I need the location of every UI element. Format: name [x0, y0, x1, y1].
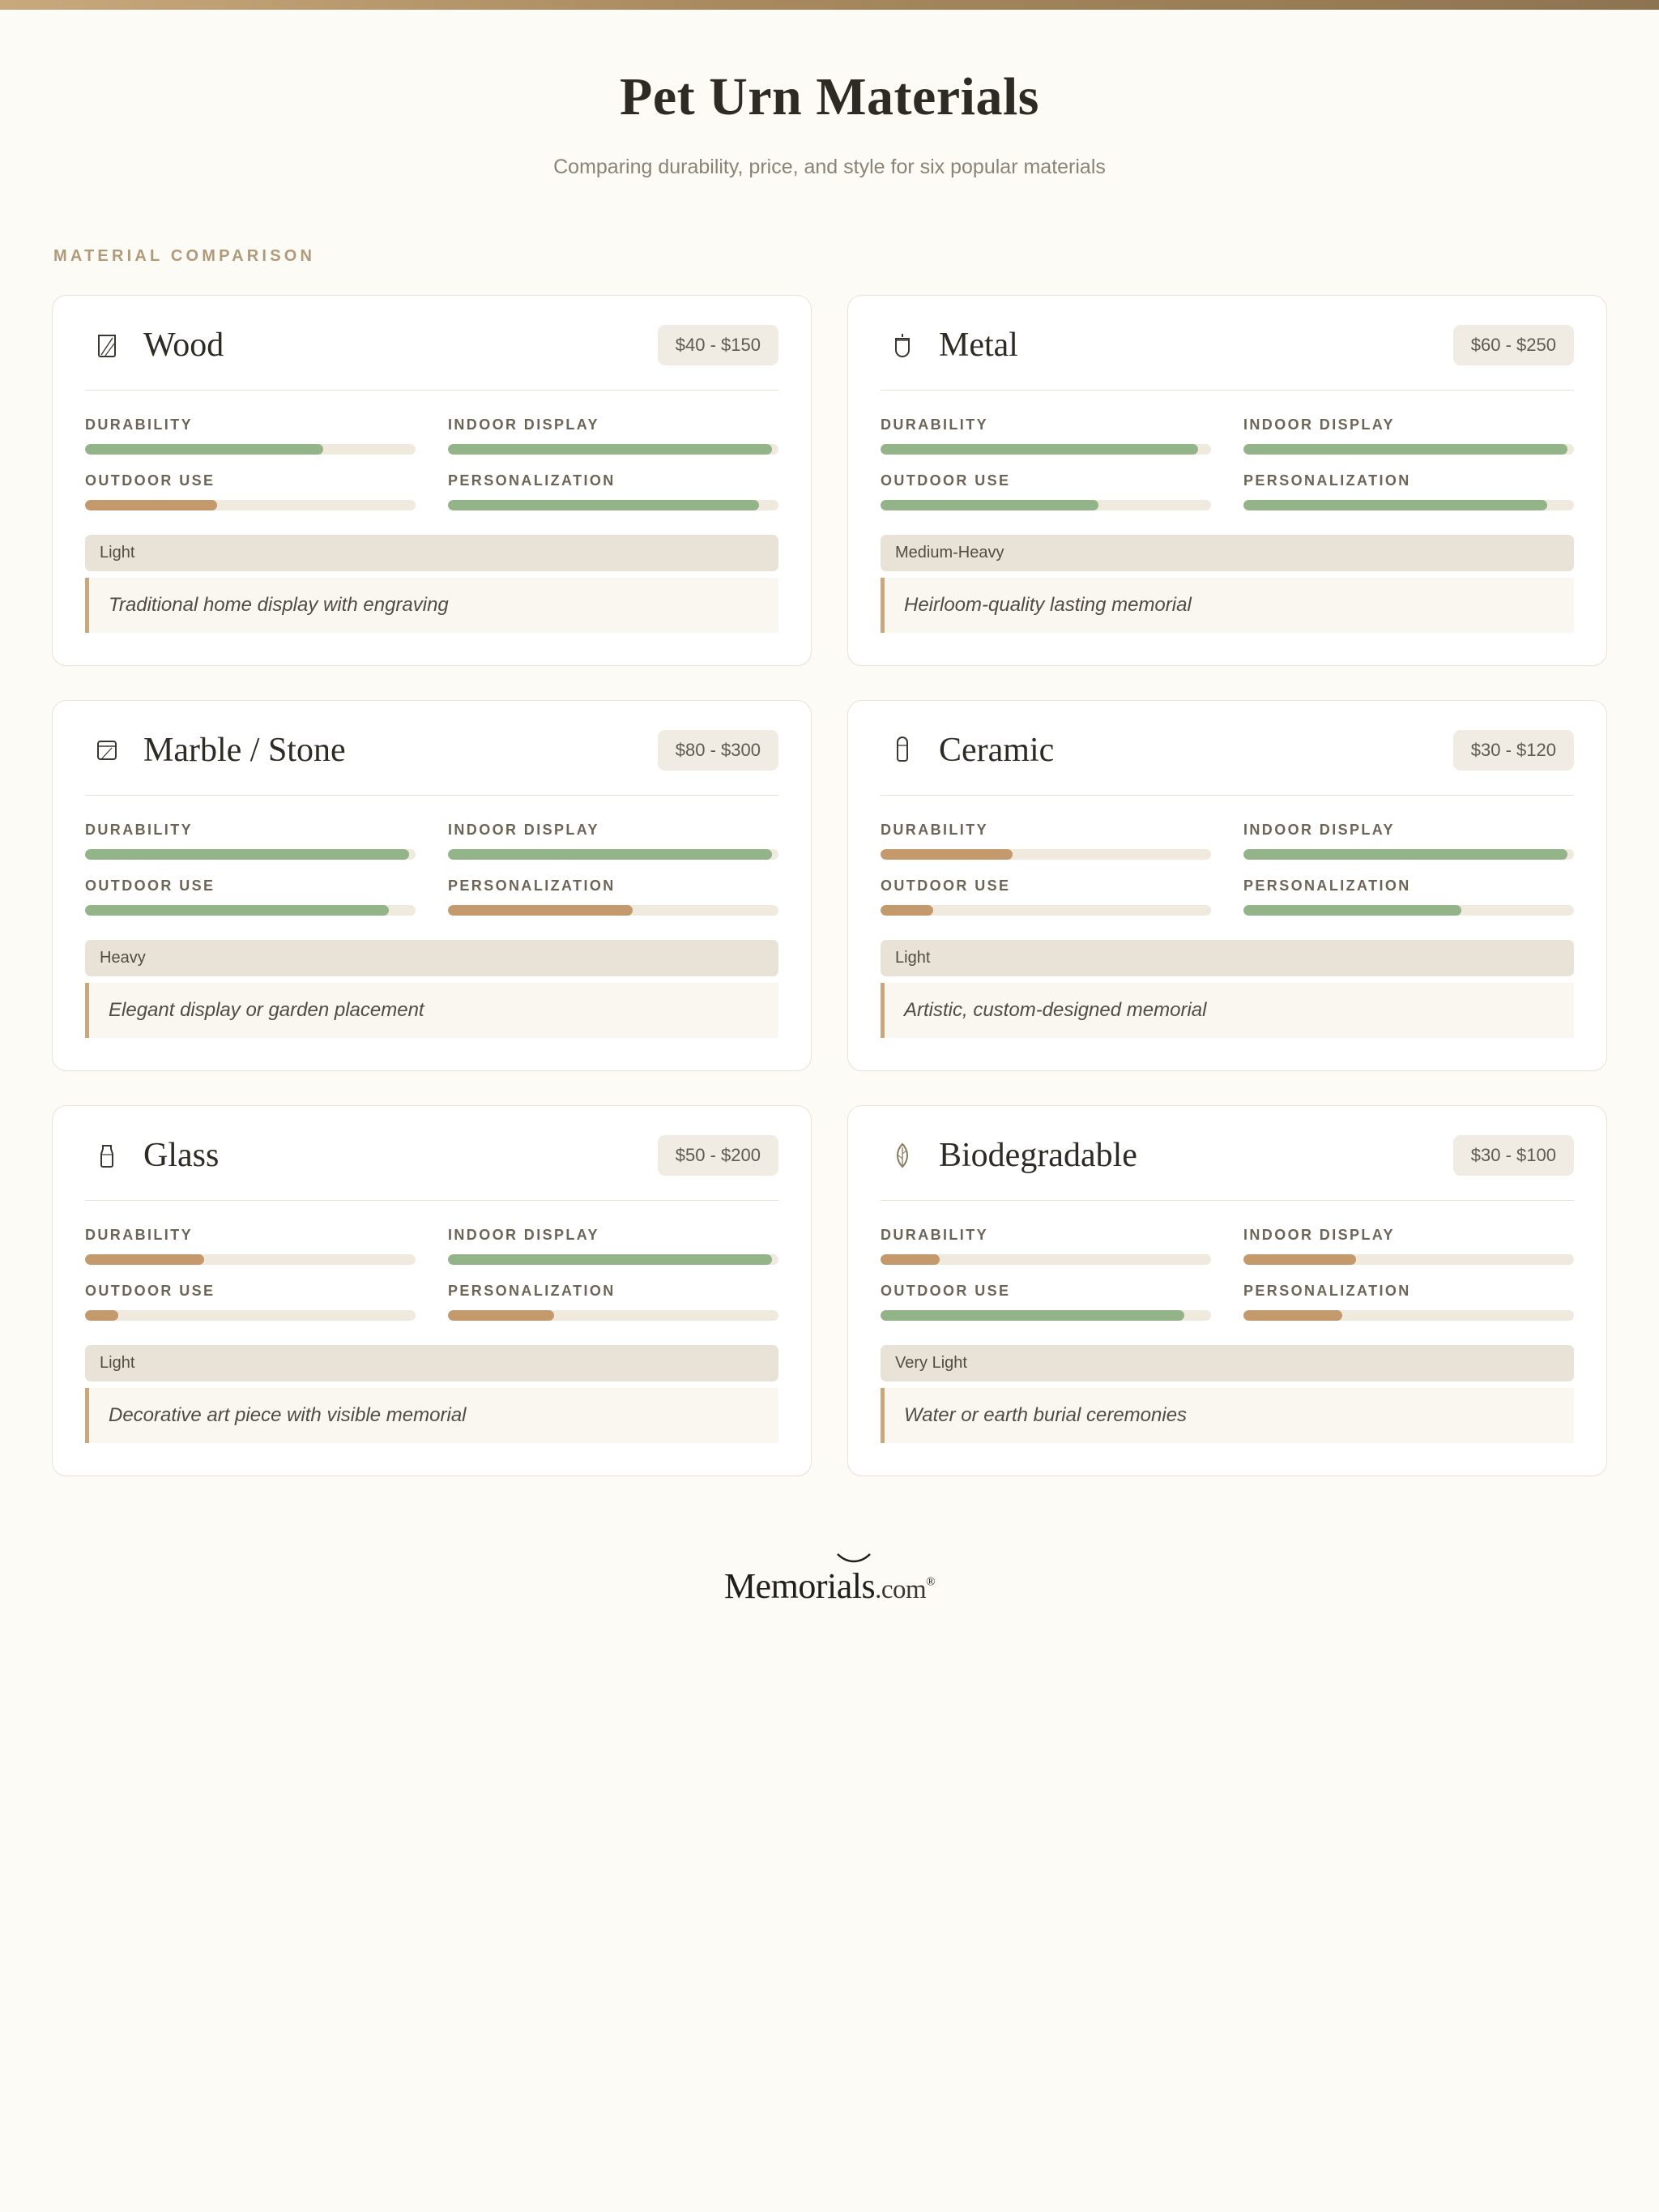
- metric-bar-fill-personalization: [448, 500, 759, 510]
- metric-bar-fill-personalization: [448, 1310, 554, 1321]
- top-accent-bar: [0, 0, 1659, 10]
- metric-bar-track-outdoor: [85, 500, 416, 510]
- metric-bar-track-indoor: [1243, 444, 1574, 455]
- metric-bar-track-indoor: [448, 444, 778, 455]
- card-header: [85, 323, 778, 391]
- metric-label-indoor: INDOOR DISPLAY: [448, 416, 599, 433]
- metrics-grid: [881, 1227, 1574, 1321]
- swoosh-icon: [836, 1552, 872, 1567]
- metric-bar-track-personalization: [1243, 1310, 1574, 1321]
- material-card[interactable]: [847, 295, 1607, 666]
- metric-durability: [881, 1227, 1211, 1265]
- metric-durability: [881, 822, 1211, 860]
- metrics-grid: [85, 416, 778, 510]
- metric-label-durability: DURABILITY: [881, 1227, 988, 1243]
- metric-outdoor: [881, 1283, 1211, 1321]
- weight-badge: Very Light: [881, 1345, 1574, 1381]
- stone-urn-icon: [85, 728, 129, 772]
- metric-bar-track-personalization: [448, 905, 778, 916]
- metric-label-outdoor: OUTDOOR USE: [85, 1283, 215, 1299]
- metric-label-personalization: PERSONALIZATION: [448, 1283, 616, 1299]
- material-name: Ceramic: [939, 732, 1055, 769]
- metric-label-durability: DURABILITY: [85, 416, 193, 433]
- metric-bar-track-durability: [85, 1254, 416, 1265]
- metric-bar-track-indoor: [448, 1254, 778, 1265]
- metric-indoor: [1243, 1227, 1574, 1265]
- leaf-urn-icon: [881, 1134, 924, 1177]
- page-subtitle: Comparing durability, price, and style for six popular materials: [553, 156, 1106, 178]
- metric-outdoor: [85, 878, 416, 916]
- metrics-grid: [85, 822, 778, 916]
- metric-bar-track-outdoor: [881, 1310, 1211, 1321]
- metric-bar-track-indoor: [1243, 849, 1574, 860]
- metric-bar-fill-durability: [85, 1254, 204, 1265]
- metric-personalization: [448, 472, 778, 510]
- metric-label-indoor: INDOOR DISPLAY: [448, 1227, 599, 1243]
- metric-bar-fill-durability: [85, 849, 409, 860]
- section-label: MATERIAL COMPARISON: [53, 247, 316, 265]
- metric-outdoor: [881, 472, 1211, 510]
- metric-bar-track-durability: [881, 444, 1211, 455]
- metric-bar-fill-indoor: [448, 849, 772, 860]
- metric-bar-track-outdoor: [85, 905, 416, 916]
- card-header: [85, 728, 778, 796]
- use-case-note: Water or earth burial ceremonies: [881, 1388, 1574, 1443]
- metric-bar-fill-durability: [881, 1254, 940, 1265]
- metric-label-outdoor: OUTDOOR USE: [881, 472, 1011, 489]
- metric-durability: [85, 416, 416, 455]
- logo-main-text: Memorials: [723, 1566, 876, 1606]
- metal-urn-icon: [881, 323, 924, 367]
- use-case-note: Traditional home display with engraving: [85, 578, 778, 633]
- metric-bar-fill-indoor: [1243, 1254, 1356, 1265]
- weight-badge: Light: [85, 535, 778, 571]
- metric-durability: [85, 1227, 416, 1265]
- weight-badge: Medium-Heavy: [881, 535, 1574, 571]
- weight-badge: Light: [881, 940, 1574, 976]
- material-card[interactable]: [847, 700, 1607, 1071]
- page-title: Pet Urn Materials: [620, 67, 1039, 126]
- metric-label-personalization: PERSONALIZATION: [1243, 472, 1411, 489]
- memorials-logo[interactable]: [724, 1565, 935, 1607]
- use-case-note: Elegant display or garden placement: [85, 983, 778, 1038]
- material-name: Biodegradable: [939, 1137, 1137, 1174]
- metric-label-indoor: INDOOR DISPLAY: [1243, 1227, 1395, 1243]
- metric-label-outdoor: OUTDOOR USE: [881, 1283, 1011, 1299]
- card-header: [85, 1134, 778, 1201]
- metric-personalization: [448, 878, 778, 916]
- wood-urn-icon: [85, 323, 129, 367]
- metric-indoor: [1243, 416, 1574, 455]
- metric-bar-fill-durability: [85, 444, 323, 455]
- price-badge: $40 - $150: [658, 325, 778, 365]
- metric-bar-fill-indoor: [1243, 849, 1567, 860]
- card-header: [881, 1134, 1574, 1201]
- metric-label-durability: DURABILITY: [881, 416, 988, 433]
- metric-outdoor: [881, 878, 1211, 916]
- metrics-grid: [881, 822, 1574, 916]
- metric-bar-track-outdoor: [881, 500, 1211, 510]
- metric-bar-fill-personalization: [1243, 500, 1547, 510]
- metric-label-durability: DURABILITY: [85, 822, 193, 838]
- logo-suffix-text: .com: [875, 1575, 927, 1604]
- metric-label-personalization: PERSONALIZATION: [448, 472, 616, 489]
- metric-label-outdoor: OUTDOOR USE: [881, 878, 1011, 894]
- metric-bar-fill-indoor: [448, 1254, 772, 1265]
- metric-label-durability: DURABILITY: [881, 822, 988, 838]
- metric-bar-track-durability: [881, 849, 1211, 860]
- metric-bar-fill-outdoor: [881, 500, 1098, 510]
- metric-indoor: [448, 822, 778, 860]
- metric-bar-fill-outdoor: [85, 1310, 118, 1321]
- metric-bar-fill-indoor: [1243, 444, 1567, 455]
- metric-label-indoor: INDOOR DISPLAY: [1243, 416, 1395, 433]
- metric-bar-track-durability: [85, 444, 416, 455]
- metric-bar-track-durability: [881, 1254, 1211, 1265]
- footer: [52, 1565, 1607, 1663]
- metric-label-outdoor: OUTDOOR USE: [85, 472, 215, 489]
- metric-outdoor: [85, 472, 416, 510]
- metric-bar-fill-outdoor: [881, 905, 933, 916]
- metric-personalization: [1243, 878, 1574, 916]
- ceramic-urn-icon: [881, 728, 924, 772]
- glass-urn-icon: [85, 1134, 129, 1177]
- metric-bar-track-indoor: [448, 849, 778, 860]
- metric-indoor: [448, 1227, 778, 1265]
- material-card[interactable]: [847, 1105, 1607, 1476]
- material-name: Glass: [143, 1137, 220, 1174]
- weight-badge: Heavy: [85, 940, 778, 976]
- price-badge: $60 - $250: [1453, 325, 1574, 365]
- price-badge: $80 - $300: [658, 730, 778, 771]
- metric-label-personalization: PERSONALIZATION: [1243, 878, 1411, 894]
- metric-bar-fill-personalization: [448, 905, 633, 916]
- metric-personalization: [1243, 472, 1574, 510]
- material-card[interactable]: [52, 1105, 812, 1476]
- metric-bar-track-durability: [85, 849, 416, 860]
- metric-durability: [85, 822, 416, 860]
- metric-bar-fill-durability: [881, 849, 1013, 860]
- metric-bar-fill-outdoor: [85, 500, 217, 510]
- price-badge: $30 - $100: [1453, 1135, 1574, 1176]
- metrics-grid: [85, 1227, 778, 1321]
- material-name: Marble / Stone: [143, 732, 346, 769]
- metric-bar-fill-outdoor: [85, 905, 389, 916]
- metric-bar-track-indoor: [1243, 1254, 1574, 1265]
- metrics-grid: [881, 416, 1574, 510]
- metric-label-personalization: PERSONALIZATION: [448, 878, 616, 894]
- metric-bar-track-personalization: [1243, 500, 1574, 510]
- weight-badge: Light: [85, 1345, 778, 1381]
- metric-bar-track-personalization: [1243, 905, 1574, 916]
- metric-outdoor: [85, 1283, 416, 1321]
- metric-label-outdoor: OUTDOOR USE: [85, 878, 215, 894]
- metric-bar-fill-indoor: [448, 444, 772, 455]
- metric-bar-track-personalization: [448, 1310, 778, 1321]
- metric-bar-track-outdoor: [881, 905, 1211, 916]
- logo-registered-mark: ®: [926, 1575, 936, 1589]
- page-header: [52, 10, 1607, 179]
- metric-indoor: [1243, 822, 1574, 860]
- metric-label-durability: DURABILITY: [85, 1227, 193, 1243]
- metric-label-personalization: PERSONALIZATION: [1243, 1283, 1411, 1299]
- metric-bar-fill-personalization: [1243, 1310, 1342, 1321]
- metric-indoor: [448, 416, 778, 455]
- metric-label-indoor: INDOOR DISPLAY: [448, 822, 599, 838]
- metric-bar-fill-durability: [881, 444, 1198, 455]
- use-case-note: Decorative art piece with visible memorial: [85, 1388, 778, 1443]
- metric-bar-fill-personalization: [1243, 905, 1461, 916]
- material-name: Wood: [143, 327, 224, 364]
- use-case-note: Artistic, custom-designed memorial: [881, 983, 1574, 1038]
- metric-personalization: [448, 1283, 778, 1321]
- material-name: Metal: [939, 327, 1018, 364]
- card-header: [881, 728, 1574, 796]
- metric-personalization: [1243, 1283, 1574, 1321]
- metric-bar-fill-outdoor: [881, 1310, 1184, 1321]
- material-card[interactable]: [52, 700, 812, 1071]
- material-card[interactable]: [52, 295, 812, 666]
- metric-durability: [881, 416, 1211, 455]
- metric-label-indoor: INDOOR DISPLAY: [1243, 822, 1395, 838]
- material-card-grid: [52, 295, 1607, 1476]
- price-badge: $30 - $120: [1453, 730, 1574, 771]
- card-header: [881, 323, 1574, 391]
- page-content: [0, 10, 1659, 1663]
- price-badge: $50 - $200: [658, 1135, 778, 1176]
- use-case-note: Heirloom-quality lasting memorial: [881, 578, 1574, 633]
- metric-bar-track-outdoor: [85, 1310, 416, 1321]
- metric-bar-track-personalization: [448, 500, 778, 510]
